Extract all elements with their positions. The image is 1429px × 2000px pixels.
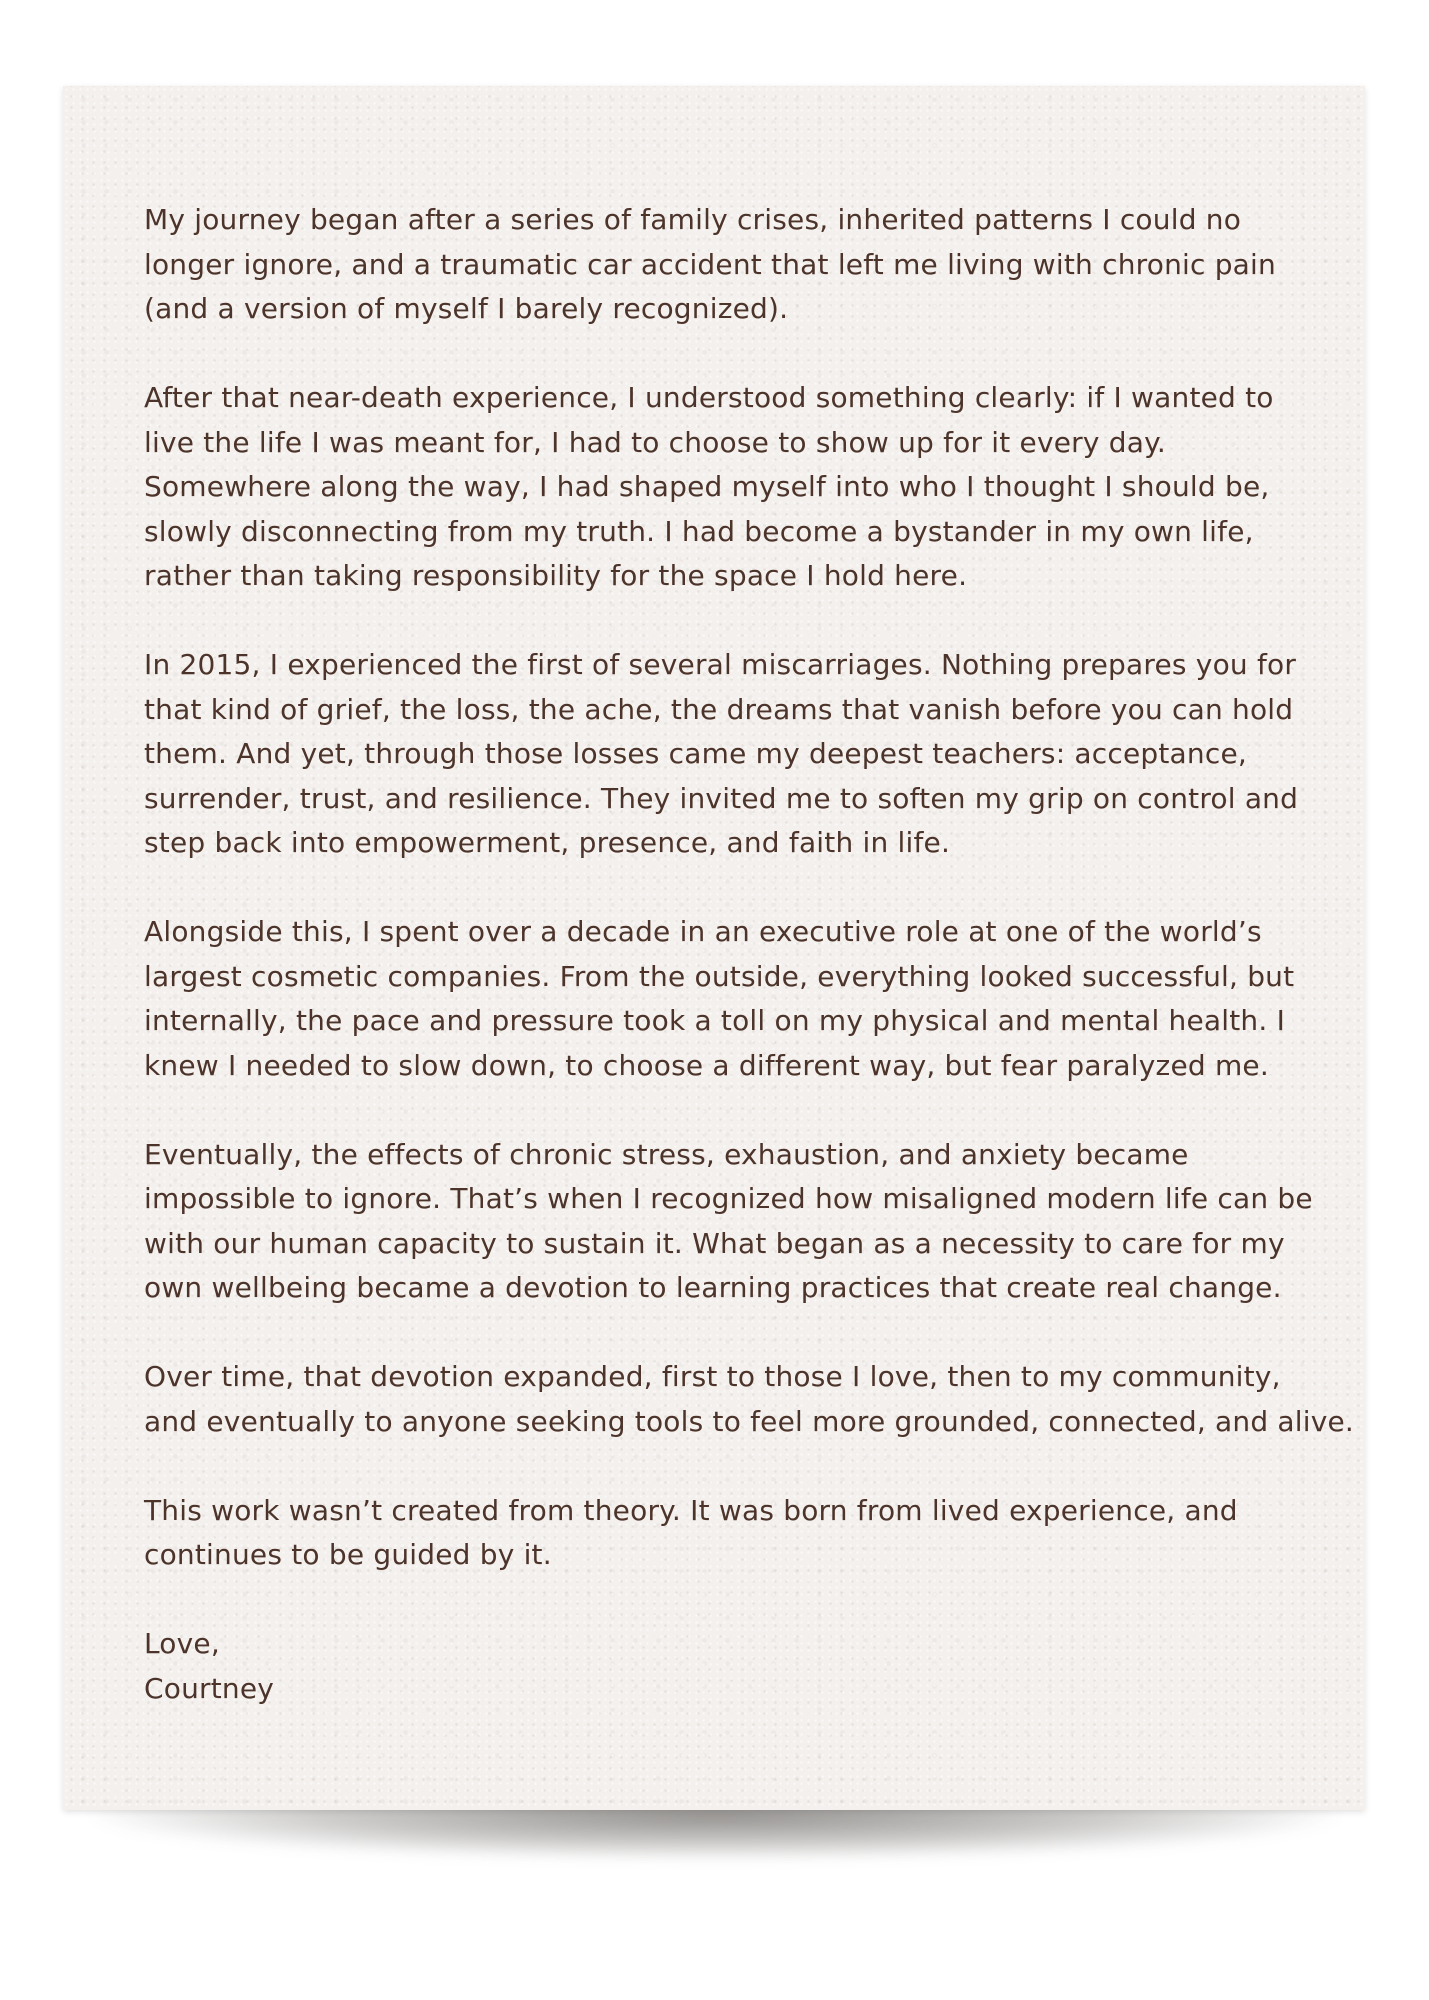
paragraph-3	[144, 643, 1359, 866]
paragraph-line: own wellbeing became a devotion to learning practices that create real change.	[144, 1271, 1282, 1304]
paragraph-line: After that near-death experience, I understood something clearly: if I wanted to	[144, 381, 1274, 414]
paragraph-line: with our human capacity to sustain it. What began as a necessity to care for my	[144, 1226, 1285, 1260]
letter-body	[144, 198, 1359, 1711]
paragraph-line: that kind of grief, the loss, the ache, the dreams that vanish before you can hold	[144, 692, 1294, 726]
paragraph-line: This work wasn’t created from theory. It was born from lived experience, and	[144, 1493, 1238, 1527]
paragraph-line: slowly disconnecting from my truth. I had become a bystander in my own life,	[144, 514, 1254, 548]
paragraph-line: Over time, that devotion expanded, first to those I love, then to my community,	[144, 1360, 1281, 1393]
closing-text: Love,	[144, 1627, 220, 1660]
paragraph-line: Somewhere along the way, I had shaped myself into who I thought I should be,	[144, 470, 1270, 503]
paragraph-line: In 2015, I experienced the first of several miscarriages. Nothing prepares you for	[144, 648, 1297, 681]
paragraph-line: them. And yet, through those losses came my deepest teachers: acceptance,	[144, 737, 1247, 770]
paragraph-line: surrender, trust, and resilience. They invited me to soften my grip on control and	[144, 781, 1299, 815]
paragraph-line: Alongside this, I spent over a decade in an executive role at one of the world’s	[144, 915, 1262, 948]
paragraph-2	[144, 376, 1359, 599]
paragraph-line: step back into empowerment, presence, and faith in life.	[144, 826, 951, 859]
signature-name: Courtney	[144, 1671, 275, 1705]
paragraph-line: Eventually, the effects of chronic stress, exhaustion, and anxiety became	[144, 1137, 1189, 1171]
paragraph-5	[144, 1133, 1359, 1311]
paragraph-line: knew I needed to slow down, to choose a different way, but fear paralyzed me.	[144, 1048, 1269, 1082]
paragraph-line: (and a version of myself I barely recognized).	[144, 292, 789, 325]
paragraph-line: continues to be guided by it.	[144, 1538, 552, 1571]
paragraph-line: longer ignore, and a traumatic car accident that left me living with chronic pain	[144, 247, 1276, 281]
paragraph-1	[144, 198, 1359, 332]
paragraph-line: largest cosmetic companies. From the outside, everything looked successful, but	[144, 959, 1295, 993]
paragraph-line: My journey began after a series of family crises, inherited patterns I could no	[144, 203, 1242, 236]
paragraph-line: impossible to ignore. That’s when I recognized how misaligned modern life can be	[144, 1182, 1313, 1215]
letter-signoff	[144, 1622, 1359, 1711]
paragraph-line: and eventually to anyone seeking tools to feel more grounded, connected, and alive.	[144, 1404, 1355, 1438]
paragraph-4	[144, 910, 1359, 1088]
letter-paper	[63, 86, 1365, 1810]
paragraph-6	[144, 1355, 1359, 1444]
paragraph-line: internally, the pace and pressure took a toll on my physical and mental health. I	[144, 1004, 1286, 1037]
paragraph-line: rather than taking responsibility for the space I hold here.	[144, 559, 968, 592]
paragraph-7	[144, 1489, 1359, 1578]
paragraph-line: live the life I was meant for, I had to choose to show up for it every day.	[144, 425, 1166, 459]
